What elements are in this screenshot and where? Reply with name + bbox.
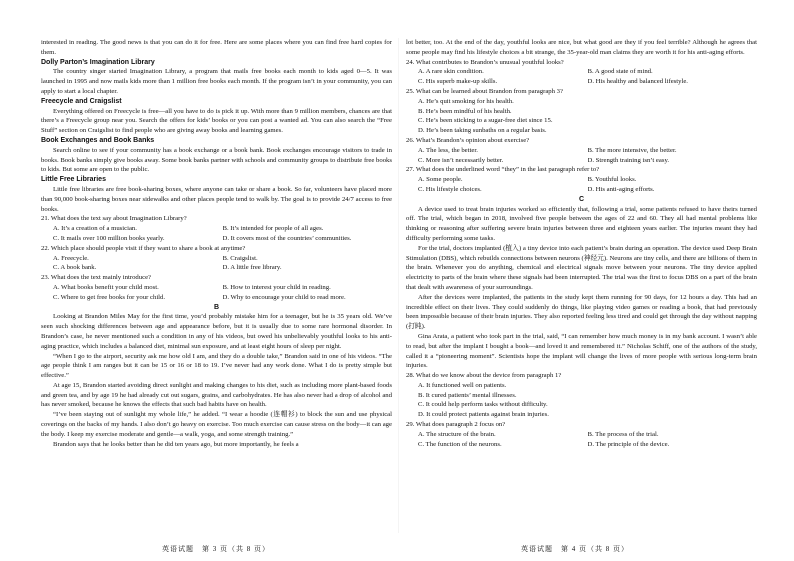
passage-b-paragraph-3: At age 15, Brandon started avoiding direct sunlight and making changes to his diet, such as including more plant-based foods and green tea, and by age 19 he had already cut out sugars, grains, and carbohydrates. He has also never had a drop of alcohol and has never smoked, because he knows the effects that such bad habits have on health. (41, 381, 392, 409)
option-28-c[interactable]: C. It could help perform tasks without difficulty. (418, 401, 548, 409)
option-25-b[interactable]: B. He’s been mindful of his health. (418, 107, 512, 115)
column-divider (398, 38, 399, 533)
option-26-a[interactable]: A. The less, the better. (418, 146, 478, 154)
passage-b-paragraph-5-cont: lot better, too. At the end of the day, youthful looks are nice, but what good are they if you feel terrible? Although he agrees that some people may find his lifestyle choices a bit strange, the 35-year-old man claims they are worth it for his anti-aging efforts. (406, 39, 757, 56)
question-27-options (406, 175, 757, 195)
option-23-a[interactable]: A. What books benefit your child most. (53, 283, 159, 291)
question-24: 24. What contributes to Brandon’s unusual youthful looks? (406, 58, 564, 66)
option-24-c[interactable]: C. His superb make-up skills. (418, 78, 498, 86)
heading-imagination-library: Dolly Parton’s Imagination Library (41, 58, 155, 66)
option-23-b[interactable]: B. How to interest your child in reading. (222, 283, 331, 291)
option-27-c[interactable]: C. His lifestyle choices. (418, 185, 482, 193)
paragraph-freecycle: Everything offered on Freecycle is free—all you have to do is pick it up. With more than 9 million members, chances are that there’s a Freecycle group near you. Search the offers for kids’ books or you can post a wanted ad. You can also search the “Free Stuff” section on Craigslist to find people who are giving away books and learning games. (41, 107, 392, 135)
paragraph-book-exchanges: Search online to see if your community has a book exchange or a book bank. Book exchanges encourage visitors to trade in books. Book banks simply give books away. Some book banks partner with schools and community groups to distribute free books to kids. But some are open to the public. (41, 146, 392, 174)
option-21-a[interactable]: A. It’s a creation of a musician. (53, 225, 137, 233)
page-footer-4: 英语试题 第 4 页（共 8 页） (521, 545, 629, 553)
page-footer-3: 英语试题 第 3 页（共 8 页） (162, 545, 270, 553)
option-27-a[interactable]: A. Some people. (418, 176, 463, 184)
question-26-options (406, 146, 757, 166)
left-column (41, 38, 392, 449)
option-26-d[interactable]: D. Strength training isn’t easy. (587, 156, 670, 164)
option-29-a[interactable]: A. The structure of the brain. (418, 430, 496, 438)
question-22-options (41, 254, 392, 274)
heading-book-exchanges: Book Exchanges and Book Banks (41, 136, 155, 144)
option-21-d[interactable]: D. It covers most of the countries’ communities. (222, 234, 352, 242)
question-25-options (406, 97, 757, 136)
question-24-options (406, 67, 757, 87)
option-23-c[interactable]: C. Where to get free books for your child. (53, 293, 166, 301)
question-29-options (406, 430, 757, 450)
question-27: 27. What does the underlined word “they” in the last paragraph refer to? (406, 166, 600, 174)
option-29-b[interactable]: B. The process of the trial. (587, 430, 659, 438)
option-27-b[interactable]: B. Youthful looks. (587, 176, 637, 184)
section-b-heading: B (213, 303, 220, 311)
question-25: 25. What can be learned about Brandon from paragraph 3? (406, 87, 563, 95)
option-25-a[interactable]: A. He’s quit smoking for his health. (418, 97, 514, 105)
heading-little-free-libraries: Little Free Libraries (41, 176, 106, 184)
passage-b-paragraph-2: “When I go to the airport, security ask me how old I am, and they do a double take,” Brandon said in one of his videos. “The age people think I am ranges but it can be 15 or 16 or 18 to 19. I’ve never had any work done. What I do is pretty simple but effective.” (41, 352, 392, 380)
question-26: 26. What’s Brandon’s opinion about exercise? (406, 136, 530, 144)
question-23-options (41, 283, 392, 303)
option-26-b[interactable]: B. The more intensive, the better. (587, 146, 677, 154)
passage-c-paragraph-4: Gina Arata, a patient who took part in the trial, said, “I can remember how much money is in my bank account. I wasn’t able to read, but after the implant I bought a book—and loved it and remembered it.” Nicholas Schiff, one of the authors of the study, called it a “pioneering moment”. Scientists hope the implant will change the lives of more people with serious long-term brain injuries. (406, 332, 757, 370)
option-25-d[interactable]: D. He’s been taking sunbaths on a regular basis. (418, 127, 547, 135)
paragraph-imagination-library: The country singer started Imagination Library, a program that mails free books each month to kids aged 0—5. It was launched in 1995 and now mails kids more than 1 million free books each month. If the program isn’t in your community, you can apply to start a local chapter. (41, 68, 392, 95)
passage-b-paragraph-5: Brandon says that he looks better than he did ten years ago, but more importantly, he feels a (53, 440, 299, 448)
option-29-d[interactable]: D. The principle of the device. (587, 440, 670, 448)
option-21-c[interactable]: C. It mails over 100 million books yearly. (53, 234, 165, 242)
paragraph-little-free-libraries: Little free libraries are free book-sharing boxes, where anyone can take or share a book. So far, volunteers have placed more than 90,000 book-sharing boxes near sidewalks and other places people tend to walk by. The goal is to provide 24/7 access to free books. (41, 185, 392, 213)
option-28-a[interactable]: A. It functioned well on patients. (418, 381, 507, 389)
passage-c-paragraph-1: A device used to treat brain injuries worked so efficiently that, following a trial, some patients refused to have theirs turned off. The trial, which began in 2018, involved five people between the ages of 22 and 60. They all had mental problems like thinking or reasoning after suffering severe brain injuries between three and eighteen years earlier. The injuries meant they had difficulty performing some tasks. (406, 205, 757, 242)
option-21-b[interactable]: B. It’s intended for people of all ages. (222, 225, 324, 233)
passage-c-paragraph-3: After the devices were implanted, the patients in the study kept them running for 90 days, for 12 hours a day. This had an incredible effect on their lives. They could suddenly do things, like playing video games or reading a book, that had previously been impossible because of their brain injuries. They also reported feeling less tired and could get through the day without napping (打盹). (406, 293, 757, 331)
option-29-c[interactable]: C. The function of the neurons. (418, 440, 502, 448)
question-22: 22. Which place should people visit if they want to share a book at anytime? (41, 244, 246, 252)
question-23: 23. What does the text mainly introduce? (41, 274, 152, 282)
option-22-b[interactable]: B. Craigslist. (222, 254, 258, 262)
heading-freecycle: Freecycle and Craigslist (41, 97, 122, 105)
option-22-c[interactable]: C. A book bank. (53, 264, 97, 272)
right-column (406, 38, 757, 449)
option-23-d[interactable]: D. Why to encourage your child to read more. (222, 293, 346, 301)
option-22-d[interactable]: D. A little free library. (222, 264, 282, 272)
option-25-c[interactable]: C. He’s been sticking to a sugar-free diet since 15. (418, 117, 553, 125)
passage-b-paragraph-1: Looking at Brandon Miles May for the first time, you’d probably mistake him for a teenager, but he is 35 years old. We’ve seen such shocking differences between age and appearance before, but it is usually due to some rare hormonal disorder. In Brandon’s case, he never mentioned such a condition in any of his videos, but owed his unbelievably youthful looks to his anti-aging practice, which includes a balanced diet, minimal sun exposure, and at least eight hours of sleep per night. (41, 313, 392, 350)
passage-c-paragraph-2: For the trial, doctors implanted (植入) a tiny device into each patient’s brain during an operation. The device used Deep Brain Stimulation (DBS), which rebuilds connections between neurons (神经元). Neurons are tiny cells, and there are billions of them in the brain. Whenever you do anything, chemical and electrical signals move between your neurons. The tiny device applied electricity to parts of the brain where these signals had been interrupted. The trial was the first to focus DBS on a part of the brain that dealt with awareness of your surroundings. (406, 244, 757, 291)
section-c-heading: C (578, 195, 585, 203)
question-28: 28. What do we know about the device from paragraph 1? (406, 372, 562, 380)
question-28-options (406, 381, 757, 420)
option-27-d[interactable]: D. His anti-aging efforts. (587, 185, 655, 193)
passage-b-paragraph-4: “I’ve been staying out of sunlight my whole life,” he added. “I wear a hoodie (连帽衫) to block the sun and use physical coverings on the backs of my hands. I also don’t go heavy on exercise. Too much exercise can cause stress on the body—it can age the body. I keep my exercise moderate and gentle—a walk, yoga, and some strength training.” (41, 411, 392, 438)
option-24-b[interactable]: B. A good state of mind. (587, 68, 653, 76)
option-28-b[interactable]: B. It cured patients’ mental illnesses. (418, 391, 517, 399)
question-21-options (41, 224, 392, 244)
option-22-a[interactable]: A. Freecycle. (53, 254, 89, 262)
option-24-a[interactable]: A. A rare skin condition. (418, 68, 484, 76)
passage-a-intro: interested in reading. The good news is that you can do it for free. Here are some places where you can find free hard copies for them. (41, 39, 392, 56)
option-26-c[interactable]: C. More isn’t necessarily better. (418, 156, 504, 164)
question-21: 21. What does the text say about Imagination Library? (41, 215, 187, 223)
option-24-d[interactable]: D. His healthy and balanced lifestyle. (587, 78, 688, 86)
option-28-d[interactable]: D. It could protect patients against brain injuries. (418, 411, 549, 419)
question-29: 29. What does paragraph 2 focus on? (406, 421, 506, 429)
